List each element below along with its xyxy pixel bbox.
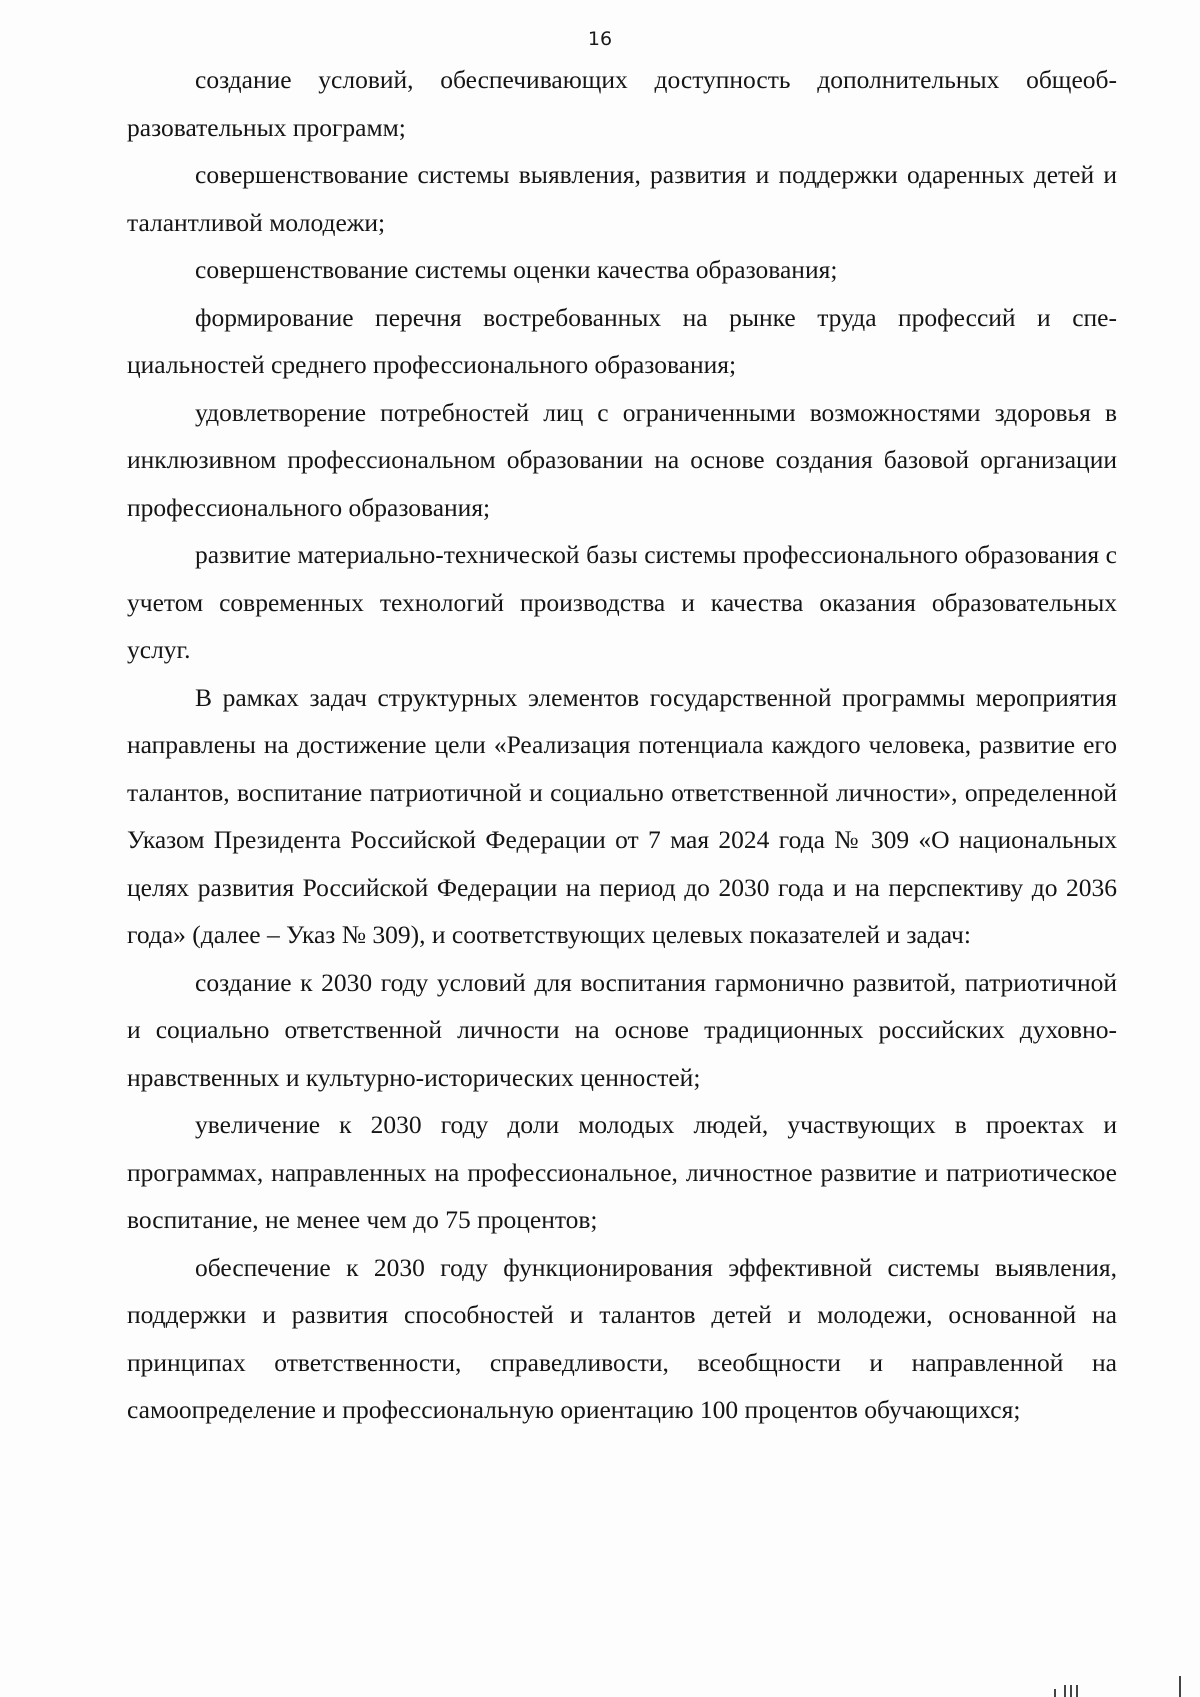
scan-edge-marks [1048, 1676, 1188, 1697]
paragraph: удовлетворение потребностей лиц с ограниченными возможностями здоровья в инклюзивном профессиональном образовании на основе создания базовой организации профессионального образования; [127, 397, 1117, 522]
paragraph: создание условий, обеспечивающих доступность дополнительных общеобразовательных программ; [127, 65, 1117, 142]
paragraph: совершенствование системы выявления, развития и поддержки одаренных детей и талантливой молодежи; [127, 160, 1117, 237]
paragraph: В рамках задач структурных элементов государственной программы мероприятия направлены на достижение цели «Реализация потенциала каждого человека, развитие его талантов, воспитание патриотичной и социально ответственной личности», определенной Указом Президента Российской Федерации от 7 мая 2024 года № 309 «О национальных целях развития Российской Федерации на период до 2030 года и на перспективу до 2036 года» (далее – Указ № 309), и соответствующих целевых показателей и задач: [127, 682, 1117, 949]
paragraph: формирование перечня востребованных на рынке труда профессий и специальностей среднего профессионального образования; [127, 302, 1117, 379]
paragraph: обеспечение к 2030 году функционирования эффективной системы выявления, поддержки и развития способностей и талантов детей и молодежи, основанной на принципах ответственности, справедливости, всеобщности и направленной на самоопределение и профессиональную ориентацию 100 процентов обучающихся; [127, 1252, 1117, 1424]
page-number: 16 [587, 28, 613, 50]
document-body [127, 56, 1117, 1434]
paragraph: создание к 2030 году условий для воспитания гармонично развитой, патриотичной и социально ответственной личности на основе традиционных российских духовно-нравственных и культурно-исторических ценностей; [127, 967, 1117, 1092]
paragraph: увеличение к 2030 году доли молодых людей, участвующих в проектах и программах, направленных на профессиональное, личностное развитие и патриотическое воспитание, не менее чем до 75 процентов; [127, 1110, 1117, 1234]
paragraph: развитие материально-технической базы системы профессионального образования с учетом современных технологий производства и качества оказания образовательных услуг. [127, 540, 1117, 664]
paragraph: совершенствование системы оценки качества образования; [195, 255, 838, 284]
